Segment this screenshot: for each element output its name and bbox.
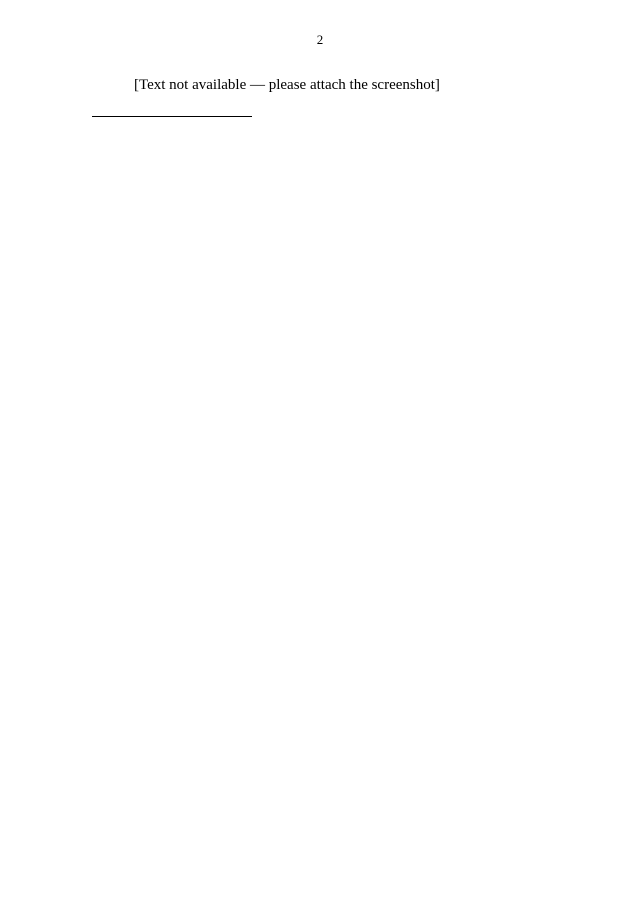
footnote-separator <box>92 116 252 117</box>
page-number: 2 <box>316 32 324 47</box>
body-paragraph: [Text not available — please attach the screenshot] <box>134 77 440 93</box>
document-body <box>92 72 578 117</box>
